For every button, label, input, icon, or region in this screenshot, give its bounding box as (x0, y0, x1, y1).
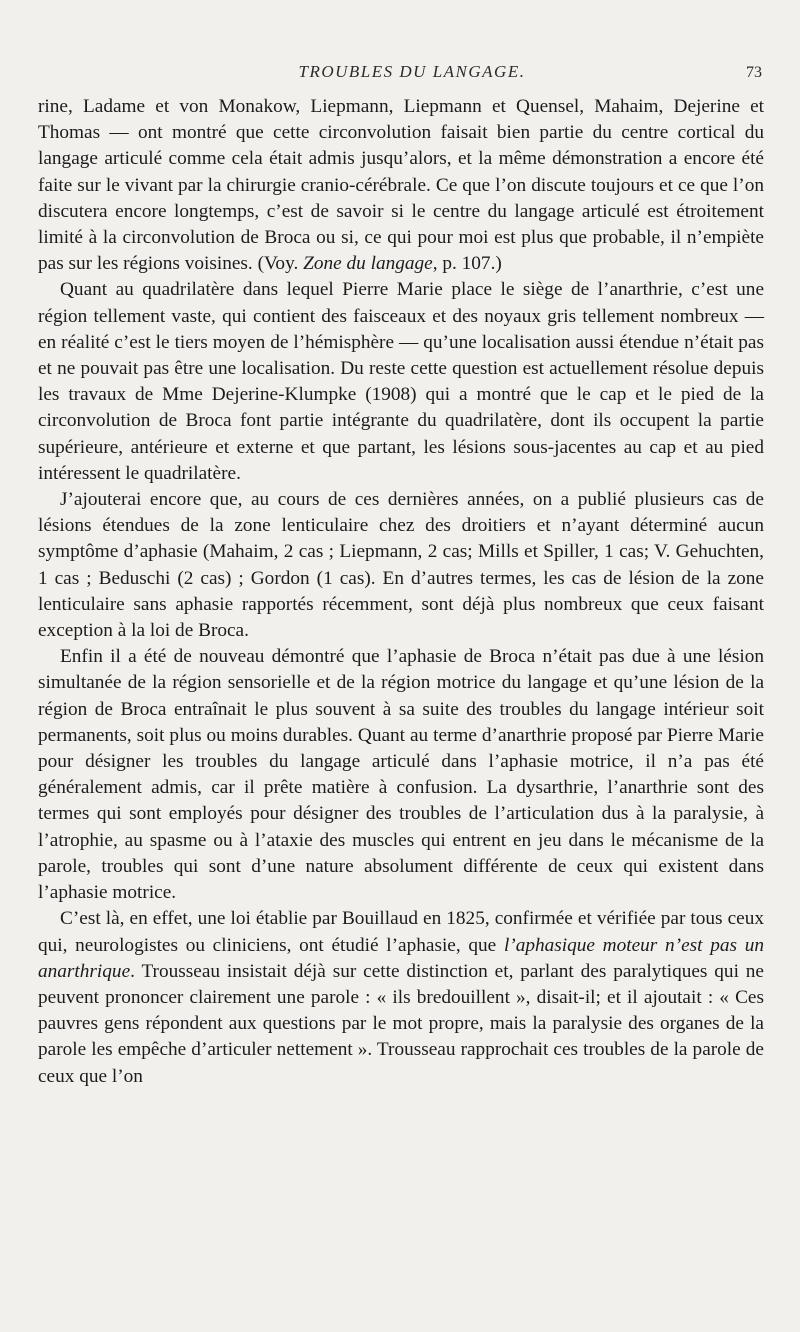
body-text (38, 94, 764, 1090)
italic-reference: Zone du langage (303, 253, 433, 275)
paragraph-text: Quant au quadrilatère dans lequel Pierre Marie place le siège de l’anarthrie, c’est une région tellement vaste, qui contient des faisceaux et des noyaux gris tellement nombreux — en réalité c’est le tiers moyen de l’hémisphère — qu’une localisation aussi étendue n’était pas et ne pouvait pas être une localisation. Du reste cette question est actuellement résolue depuis les travaux de Mme Dejerine-Klumpke (1908) qui a montré que le cap et le pied de la circonvolution de Broca font partie intégrante du quadrilatère, dont ils occupent la partie supérieure, antérieure et externe et que partant, les lésions sous-jacentes au cap et au pied intéressent le quadrilatère. (38, 279, 764, 484)
paragraph-1 (38, 94, 764, 277)
paragraph-5 (38, 906, 764, 1089)
paragraph-3 (38, 487, 764, 644)
paragraph-text: , p. 107.) (432, 253, 502, 275)
paragraph-text: rine, Ladame et von Monakow, Liepmann, Liepmann et Quensel, Mahaim, Dejerine et Thomas — ont montré que cette circonvolution faisait bien partie du centre cortical du langage articulé comme cela était admis jusqu’alors, et la même démonstration a encore été faite sur le vivant par la chirurgie cranio-cérébrale. Ce que l’on discute toujours et ce que l’on discutera encore longtemps, c’est de savoir si le centre du langage articulé est étroitement limité à la circonvolution de Broca ou si, ce qui pour moi est plus que probable, il n’empiète pas sur les régions voisines. (Voy. (38, 96, 764, 275)
paragraph-text: J’ajouterai encore que, au cours de ces dernières années, on a publié plusieurs cas de lésions étendues de la zone lenticulaire chez des droitiers et n’ayant déterminé aucun symptôme d’aphasie (Mahaim, 2 cas ; Liepmann, 2 cas; Mills et Spiller, 1 cas; V. Gehuchten, 1 cas ; Beduschi (2 cas) ; Gordon (1 cas). En d’autres termes, les cas de lésion de la zone lenticulaire sans aphasie rapportés récemment, sont déjà plus nombreux que ceux faisant exception à la loi de Broca. (38, 489, 764, 642)
page-number: 73 (746, 64, 762, 81)
paragraph-text: C’est là, en effet, une loi établie par Bouillaud en 1825, confirmée et vérifiée par tous ceux qui, neurologistes ou cliniciens, ont étudié l’aphasie, que (38, 908, 764, 956)
paragraph-4 (38, 644, 764, 906)
running-title: TROUBLES DU LANGAGE. (298, 62, 526, 81)
paragraph-2 (38, 277, 764, 487)
running-head (38, 62, 764, 90)
paragraph-text: . Trousseau insistait déjà sur cette distinction et, parlant des paralytiques qui ne peuvent prononcer clairement une parole : « ils bredouillent », disait-il; et il ajoutait : « Ces pauvres gens répondent aux questions par le mot propre, mais la paralysie des organes de la parole les empêche d’articuler nettement ». Trousseau rapprochait ces troubles de la parole de ceux que l’on (38, 960, 764, 1087)
italic-emphasis: l’aphasique moteur n’est pas un anarthrique (38, 934, 764, 982)
paragraph-text: Enfin il a été de nouveau démontré que l’aphasie de Broca n’était pas due à une lésion simultanée de la région sensorielle et de la région motrice du langage et qu’une lésion de la région de Broca entraînait le plus souvent à sa suite des troubles du langage intérieur soit permanents, soit plus ou moins durables. Quant au terme d’anarthrie proposé par Pierre Marie pour désigner les troubles du langage articulé dans l’aphasie motrice, il n’a pas été généralement admis, car il prête matière à confusion. La dysarthrie, l’anarthrie sont des termes qui sont employés pour désigner des troubles de l’articulation dus à la paralysie, à l’atrophie, au spasme ou à l’ataxie des muscles qui entrent en jeu dans le mécanisme de la parole, troubles qui sont d’une nature absolument différente de ceux qui existent dans l’aphasie motrice. (38, 646, 764, 904)
